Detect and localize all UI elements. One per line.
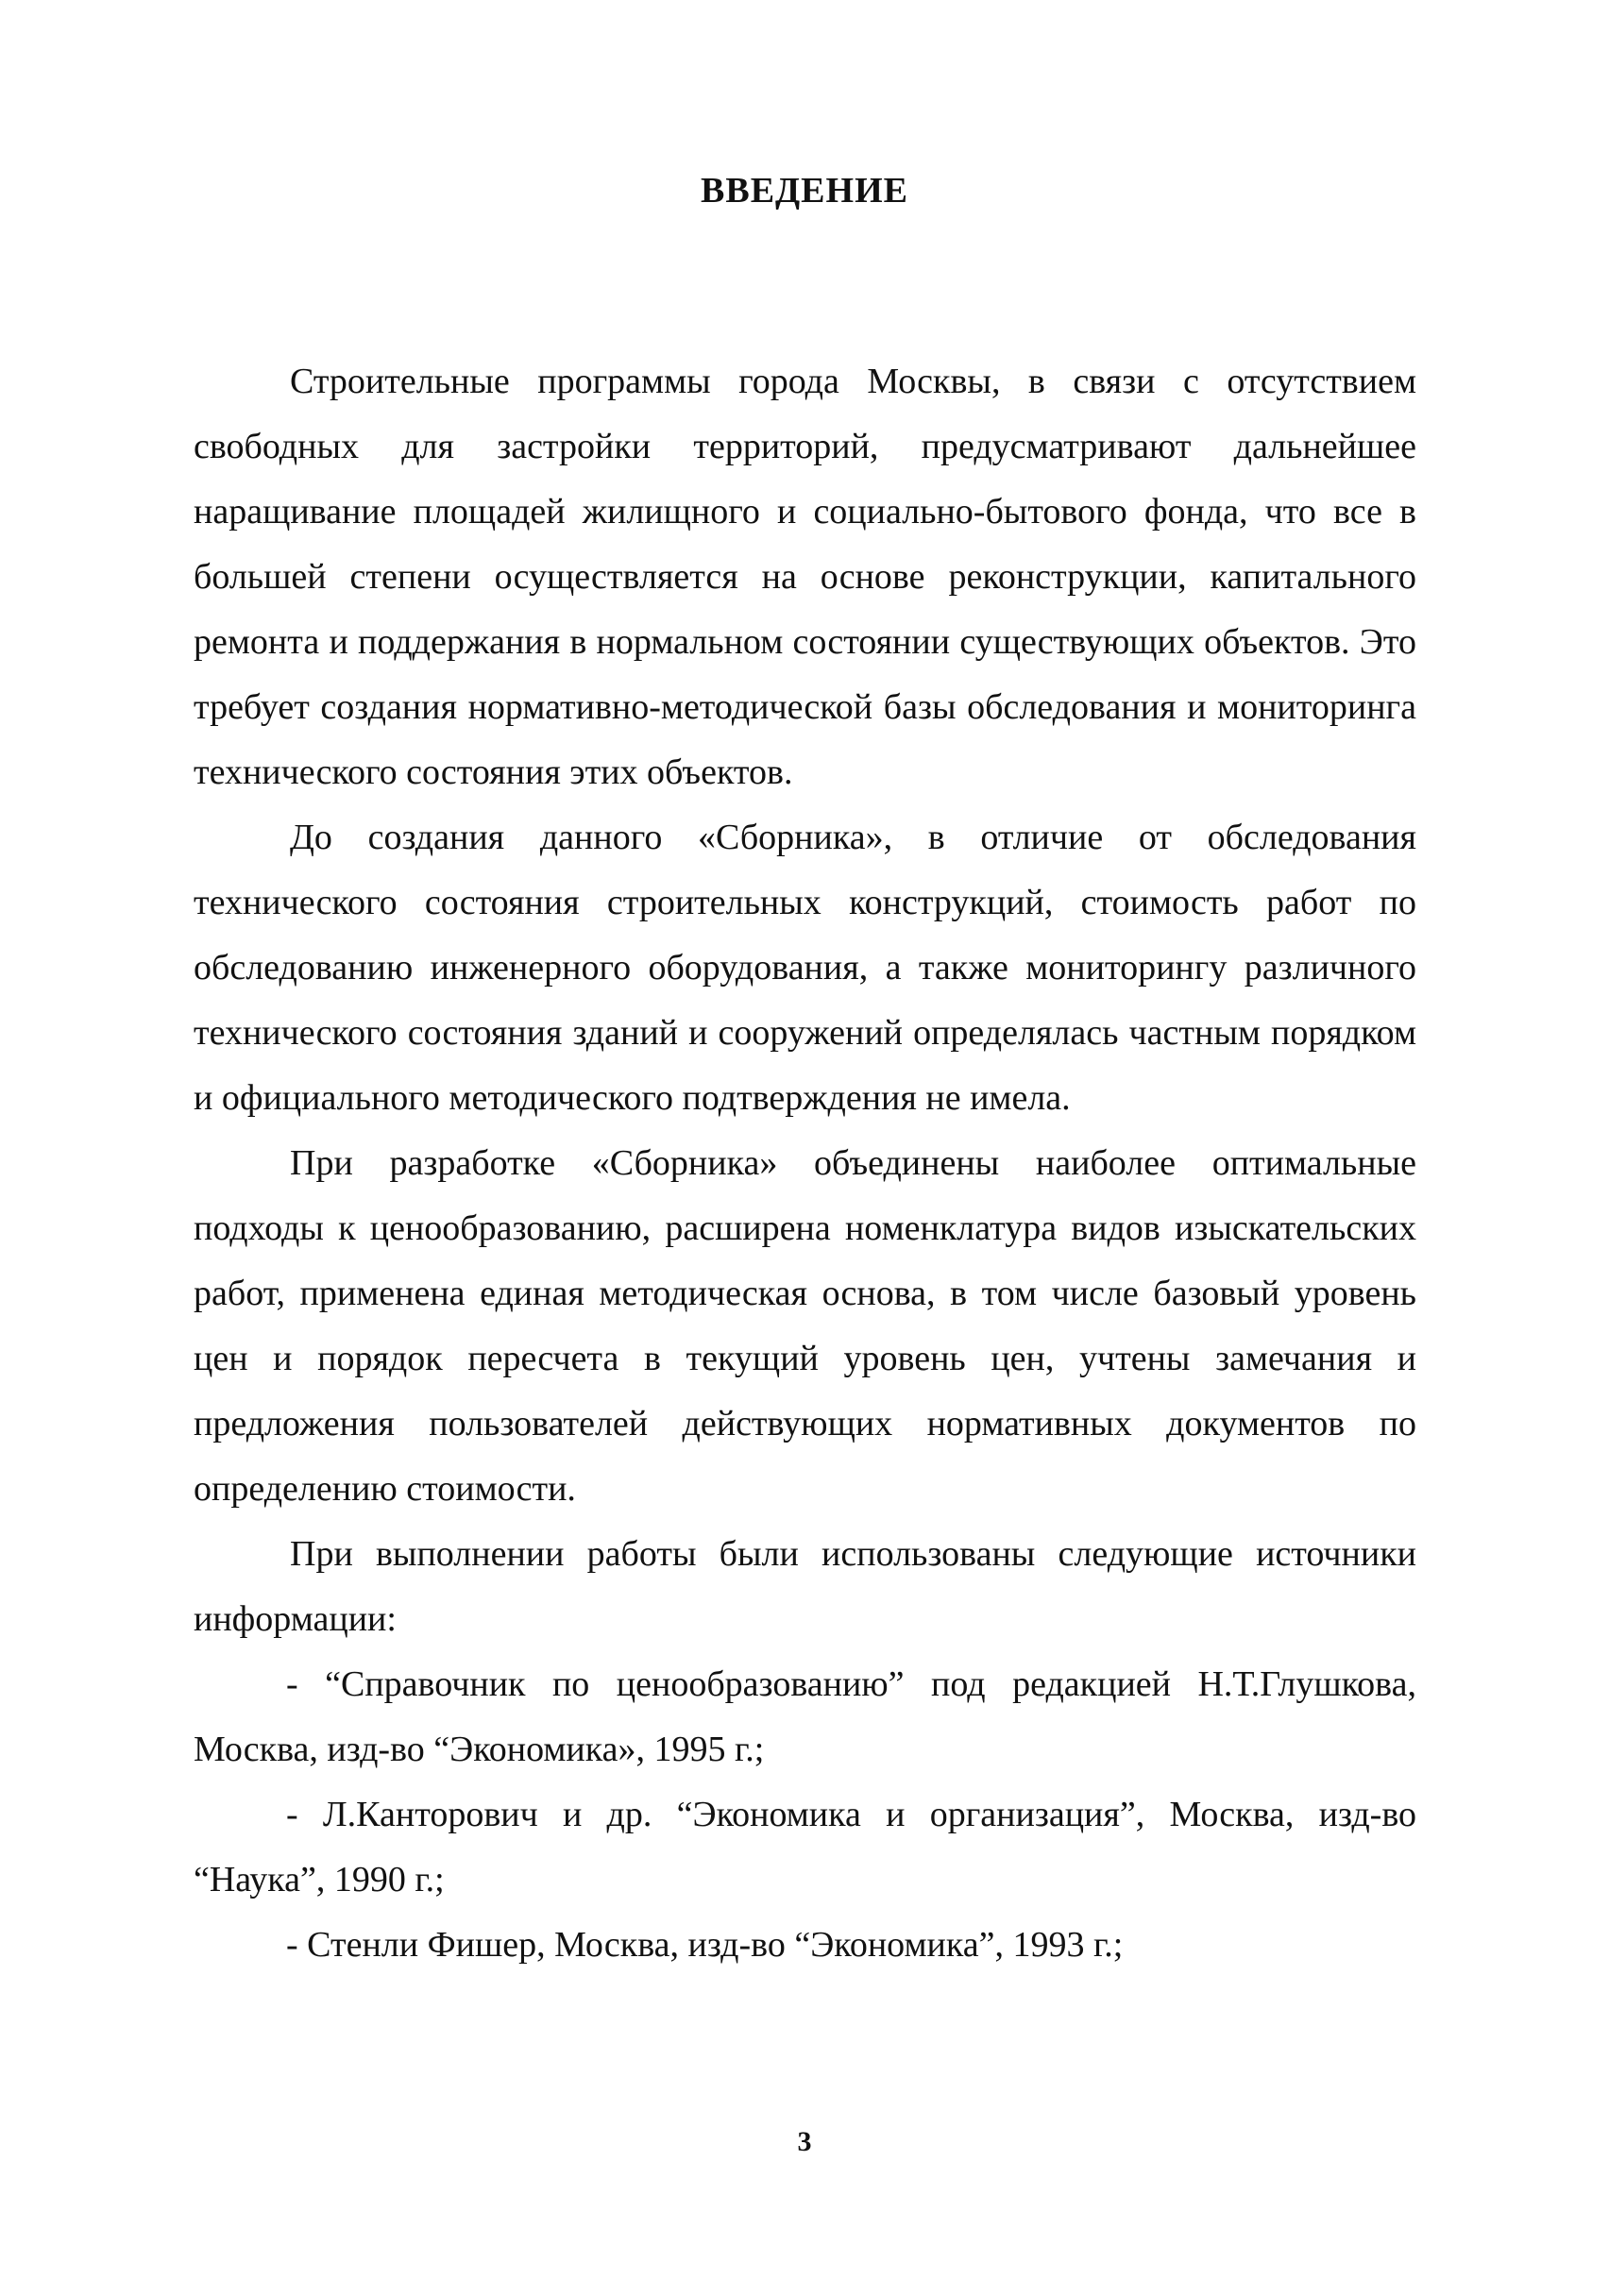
paragraph-4: При выполнении работы были использованы следующие источники информации: bbox=[194, 1534, 1416, 1639]
source-item-2: - Л.Канторович и др. “Экономика и организация”, Москва, изд-во “Наука”, 1990 г.; bbox=[194, 1795, 1416, 1899]
source-item-3: - Стенли Фишер, Москва, изд-во “Экономика”, 1993 г.; bbox=[286, 1925, 1124, 1965]
page-title: ВВЕДЕНИЕ bbox=[701, 171, 908, 211]
source-item-1: - “Справочник по ценообразованию” под редакцией Н.Т.Глушкова, Москва, изд-во “Экономика», 1995 г.; bbox=[194, 1664, 1416, 1769]
paragraph-1: Строительные программы города Москвы, в связи с отсутствием свободных для застройки территорий, предусматривают дальнейшее наращивание площадей жилищного и социально-бытового фонда, что все в большей степени осуществляется на основе реконструкции, капитального ремонта и поддержания в нормальном состоянии существующих объектов. Это требует создания нормативно-методической базы обследования и мониторинга технического состояния этих объектов. bbox=[194, 362, 1416, 792]
paragraph-3: При разработке «Сборника» объединены наиболее оптимальные подходы к ценообразованию, расширена номенклатура видов изыскательских работ, применена единая методическая основа, в том числе базовый уровень цен и порядок пересчета в текущий уровень цен, учтены замечания и предложения пользователей действующих нормативных документов по определению стоимости. bbox=[194, 1143, 1416, 1509]
body-text bbox=[194, 349, 1416, 1978]
page-number: 3 bbox=[797, 2126, 812, 2157]
paragraph-2: До создания данного «Сборника», в отличие от обследования технического состояния строительных конструкций, стоимость работ по обследованию инженерного оборудования, а также мониторингу различного технического состояния зданий и сооружений определялась частным порядком и официального методического подтверждения не имела. bbox=[194, 818, 1416, 1118]
